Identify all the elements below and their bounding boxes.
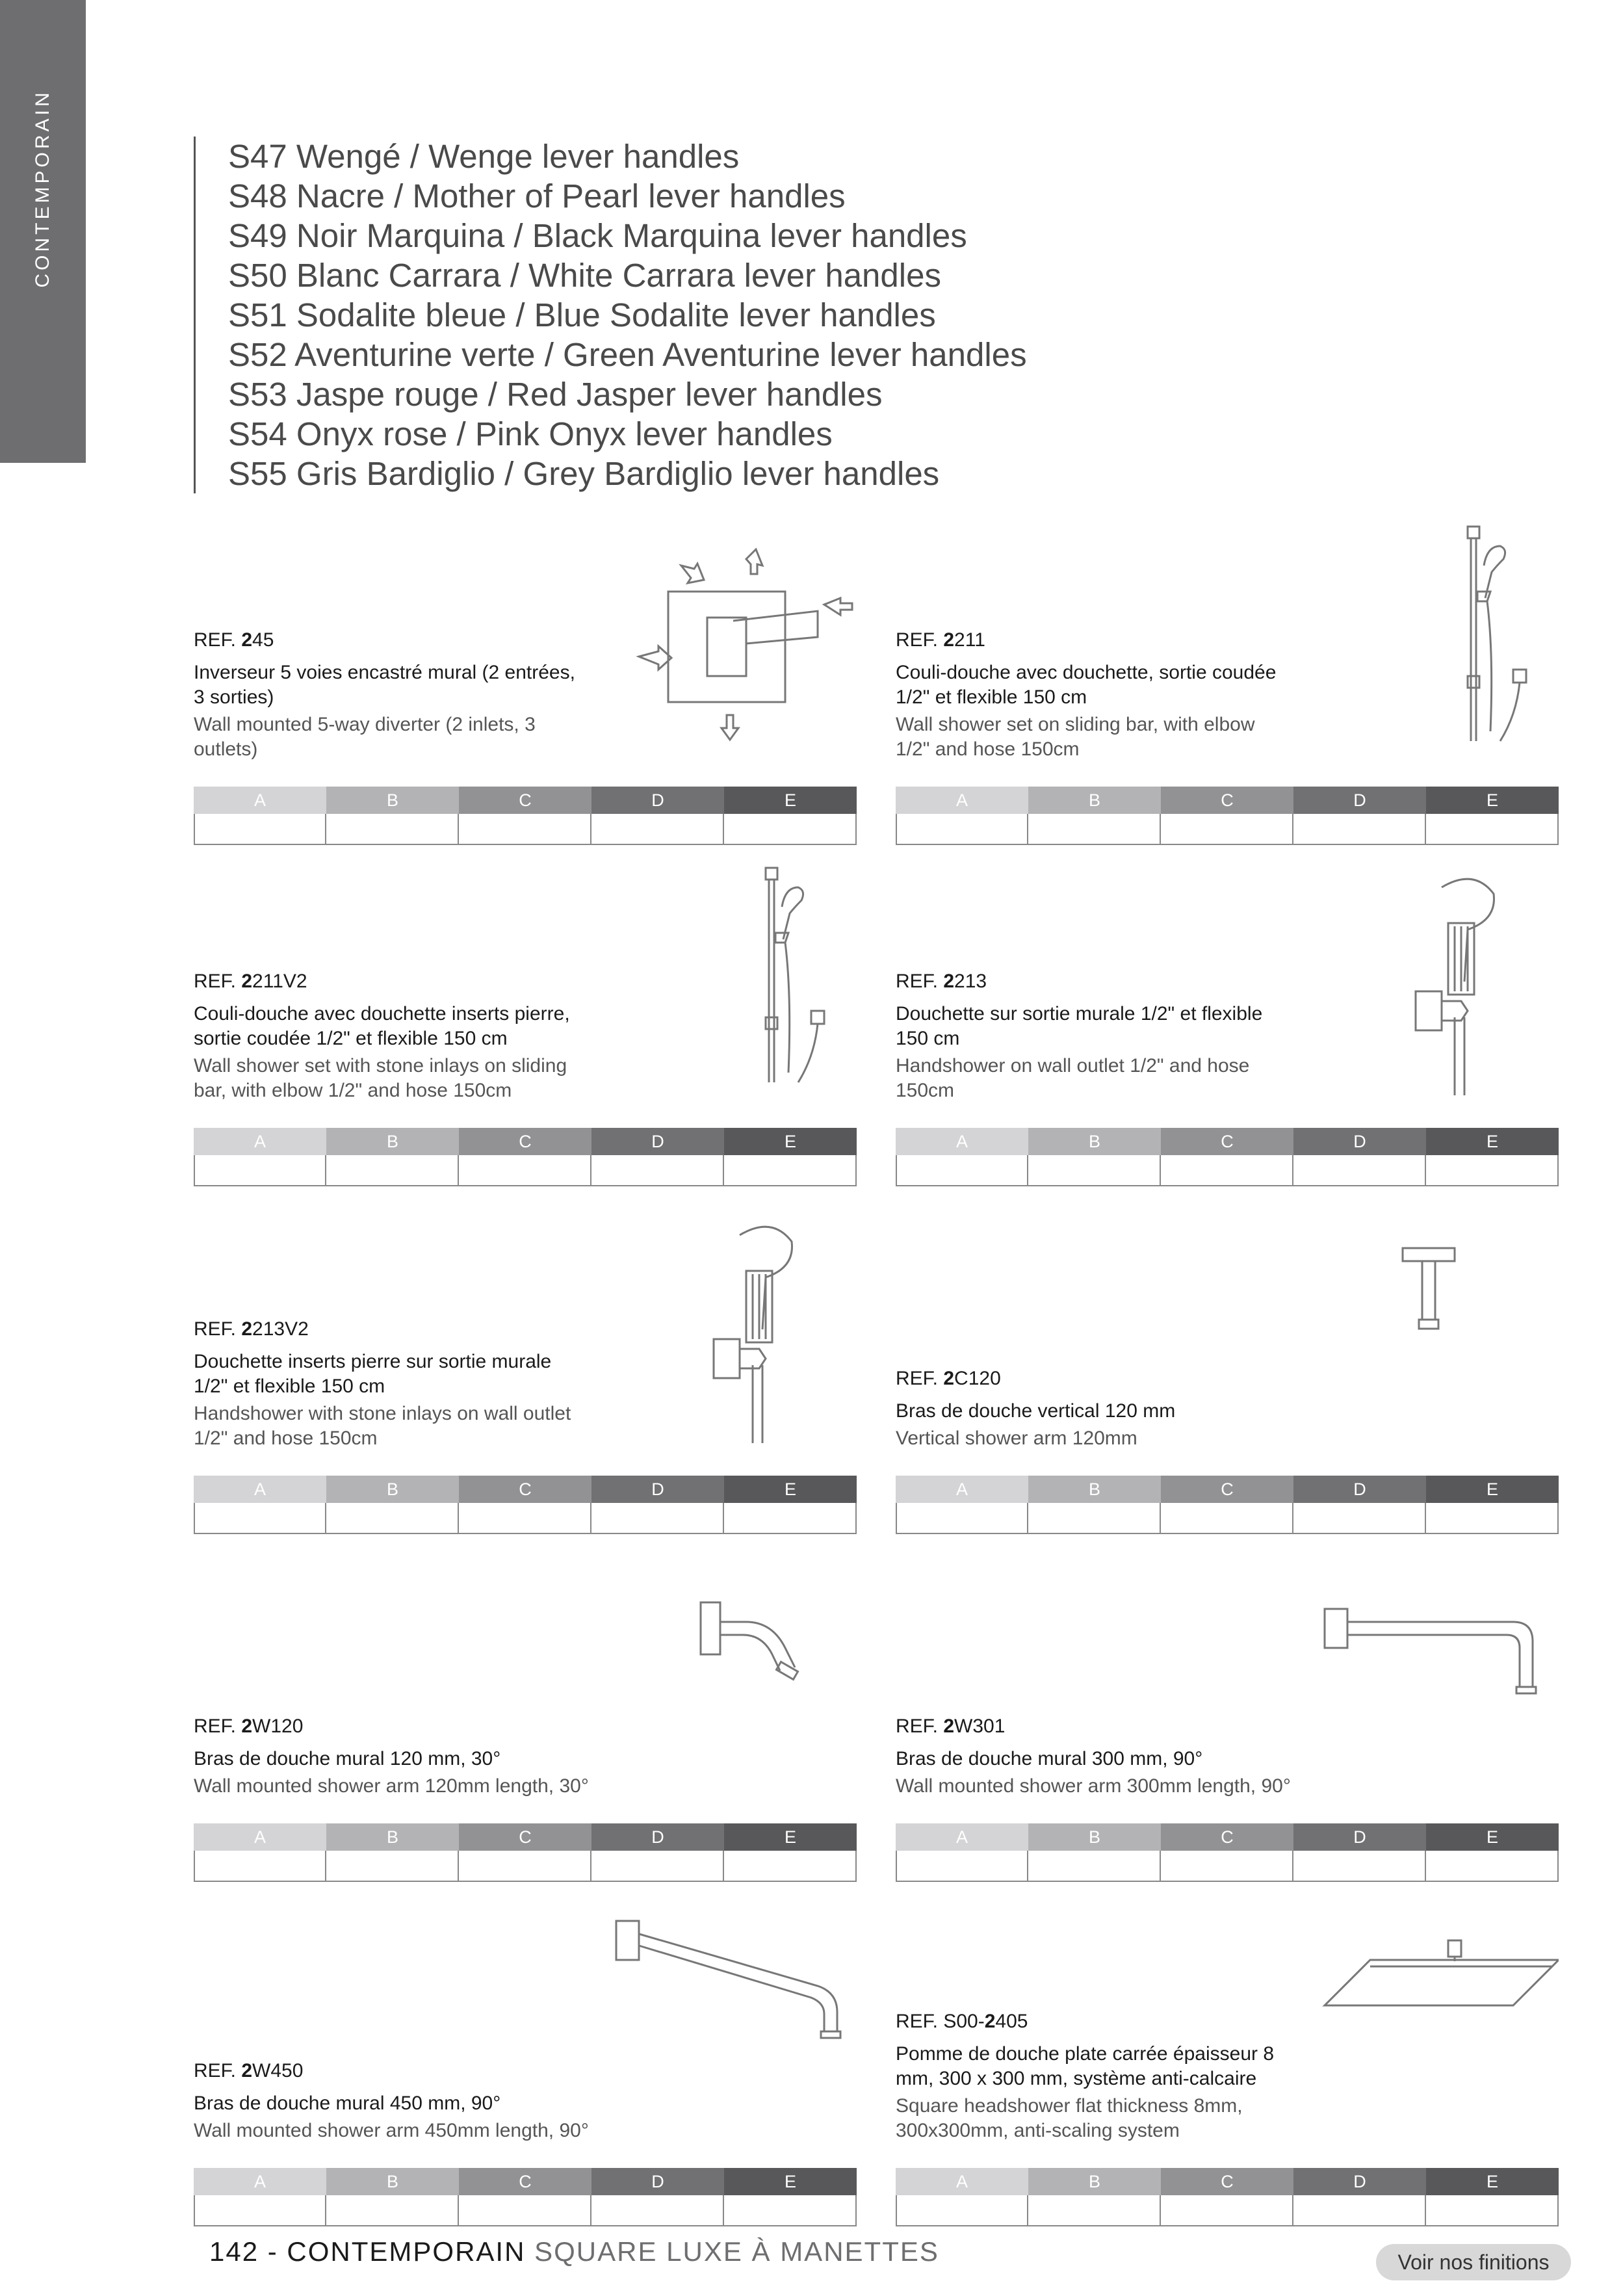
product-desc-fr: Bras de douche mural 450 mm, 90°	[194, 2093, 501, 2114]
finish-cell[interactable]	[591, 1503, 724, 1534]
finish-column-d: D	[1293, 787, 1426, 814]
ref-rest: 213	[954, 971, 987, 992]
product-ref	[194, 629, 590, 651]
finish-cell[interactable]	[1161, 814, 1293, 845]
product-desc-fr: Couli-douche avec douchette inserts pierre, sortie coudée 1/2" et flexible 150 cm	[194, 1003, 570, 1049]
ref-rest: W450	[252, 2060, 304, 2081]
finish-column-a: A	[194, 1823, 326, 1851]
product-info	[194, 971, 590, 1103]
finish-cell[interactable]	[724, 1503, 857, 1534]
finish-column-a: A	[896, 1476, 1028, 1503]
product-card	[194, 1209, 857, 1534]
product-desc-en: Wall mounted shower arm 120mm length, 30°	[194, 1775, 589, 1797]
finish-cell[interactable]	[1028, 2195, 1161, 2226]
product-card	[194, 520, 857, 845]
finish-column-b: B	[326, 1823, 459, 1851]
product-card	[194, 1901, 857, 2226]
finish-grid	[194, 2168, 857, 2226]
finish-cell[interactable]	[326, 2195, 459, 2226]
finish-cell[interactable]	[724, 814, 857, 845]
finish-column-c: C	[1161, 787, 1293, 814]
product-card	[896, 1557, 1559, 1882]
finish-column-c: C	[1161, 1823, 1293, 1851]
ref-bold: 2	[241, 971, 253, 992]
shower-bar-icon	[1305, 520, 1559, 754]
product-ref	[194, 971, 590, 993]
product-card	[896, 520, 1559, 845]
product-card	[896, 1901, 1559, 2226]
finish-item: S53 Jaspe rouge / Red Jasper lever handles	[228, 376, 883, 413]
finish-column-b: B	[326, 787, 459, 814]
ref-rest: 211	[954, 629, 985, 651]
finish-column-d: D	[591, 1823, 724, 1851]
finish-cell[interactable]	[326, 1155, 459, 1186]
finish-column-a: A	[194, 787, 326, 814]
finish-item: S54 Onyx rose / Pink Onyx lever handles	[228, 415, 833, 452]
finish-item: S50 Blanc Carrara / White Carrara lever handles	[228, 257, 941, 294]
product-card	[896, 1209, 1559, 1534]
product-desc-en: Wall mounted 5-way diverter (2 inlets, 3 outlets)	[194, 714, 536, 760]
product-desc-fr: Bras de douche vertical 120 mm	[896, 1400, 1176, 1422]
product-ref	[896, 2011, 1292, 2033]
product-desc-en: Wall shower set on sliding bar, with elbow 1/2" and hose 150cm	[896, 714, 1255, 760]
finish-grid	[896, 1476, 1559, 1534]
finish-cell[interactable]	[1028, 1851, 1161, 1882]
product-desc-en: Square headshower flat thickness 8mm, 300x300mm, anti-scaling system	[896, 2095, 1243, 2141]
ceiling-arm-icon	[1305, 1209, 1559, 1443]
finish-cell[interactable]	[1161, 1503, 1293, 1534]
ref-prefix: REF.	[194, 2060, 242, 2081]
finish-column-a: A	[194, 1128, 326, 1155]
product-info	[896, 1368, 1292, 1451]
finish-cell[interactable]	[326, 1503, 459, 1534]
product-ref	[194, 1318, 590, 1340]
ref-bold: 2	[943, 1715, 955, 1737]
ref-prefix: REF.	[194, 971, 242, 992]
finish-column-e: E	[1426, 787, 1559, 814]
finish-cell[interactable]	[1161, 2195, 1293, 2226]
finish-column-c: C	[1161, 1476, 1293, 1503]
finish-grid	[896, 2168, 1559, 2226]
finish-grid	[896, 1823, 1559, 1882]
finish-column-b: B	[1028, 1128, 1161, 1155]
finish-cell[interactable]	[326, 814, 459, 845]
finish-column-c: C	[1161, 1128, 1293, 1155]
product-ref	[194, 2060, 590, 2082]
product-info	[194, 1318, 590, 1451]
finish-cell[interactable]	[194, 1503, 326, 1534]
ref-rest: 405	[995, 2011, 1028, 2032]
finish-item: S52 Aventurine verte / Green Aventurine lever handles	[228, 336, 1027, 373]
finish-column-d: D	[591, 1476, 724, 1503]
finish-column-b: B	[326, 2168, 459, 2195]
product-desc-en: Wall mounted shower arm 450mm length, 90°	[194, 2120, 589, 2141]
finish-column-c: C	[459, 1476, 591, 1503]
finish-column-d: D	[1293, 1476, 1426, 1503]
finish-column-e: E	[1426, 2168, 1559, 2195]
product-ref	[194, 1715, 590, 1738]
finish-cell[interactable]	[1426, 1503, 1559, 1534]
wall-arm-short-icon	[603, 1557, 857, 1791]
finish-column-d: D	[1293, 1823, 1426, 1851]
ref-bold: 2	[241, 2060, 253, 2081]
finish-cell[interactable]	[459, 1851, 591, 1882]
product-desc-fr: Couli-douche avec douchette, sortie coudée 1/2" et flexible 150 cm	[896, 662, 1277, 708]
ref-rest: W301	[954, 1715, 1006, 1737]
ref-bold: 2	[241, 1318, 253, 1340]
product-desc-en: Handshower on wall outlet 1/2" and hose 150cm	[896, 1055, 1250, 1101]
product-card	[194, 1557, 857, 1882]
product-desc-fr: Douchette sur sortie murale 1/2" et flexible 150 cm	[896, 1003, 1263, 1049]
product-desc-fr: Bras de douche mural 300 mm, 90°	[896, 1748, 1203, 1769]
finish-grid	[194, 787, 857, 845]
ref-rest: 211V2	[252, 971, 307, 992]
product-info	[194, 2060, 590, 2143]
ref-plain: S00-	[943, 2011, 985, 2032]
product-card	[896, 861, 1559, 1186]
product-ref	[896, 1715, 1292, 1738]
finish-cell[interactable]	[1426, 1155, 1559, 1186]
finish-column-e: E	[724, 2168, 857, 2195]
finish-cell[interactable]	[1028, 1155, 1161, 1186]
ref-rest: W120	[252, 1715, 304, 1737]
wall-arm-icon	[1305, 1557, 1559, 1791]
finish-cell[interactable]	[1293, 1503, 1426, 1534]
finish-column-d: D	[591, 1128, 724, 1155]
finish-column-c: C	[459, 787, 591, 814]
product-info	[896, 629, 1292, 762]
finish-cell[interactable]	[724, 1851, 857, 1882]
finish-column-e: E	[1426, 1823, 1559, 1851]
finish-cell[interactable]	[1028, 1503, 1161, 1534]
ref-prefix: REF.	[896, 1368, 944, 1389]
finish-column-d: D	[591, 2168, 724, 2195]
finish-cell[interactable]	[194, 814, 326, 845]
ref-rest: C120	[954, 1368, 1001, 1389]
finish-cell[interactable]	[459, 1155, 591, 1186]
finish-cell[interactable]	[1426, 1851, 1559, 1882]
finish-column-a: A	[896, 2168, 1028, 2195]
finish-column-b: B	[1028, 1476, 1161, 1503]
finish-cell[interactable]	[724, 2195, 857, 2226]
product-info	[194, 629, 590, 762]
diverter-icon	[603, 520, 857, 754]
finish-column-a: A	[896, 1128, 1028, 1155]
ref-bold: 2	[943, 971, 955, 992]
ref-rest: 213V2	[252, 1318, 309, 1340]
product-desc-fr: Bras de douche mural 120 mm, 30°	[194, 1748, 501, 1769]
product-card	[194, 861, 857, 1186]
product-desc-en: Vertical shower arm 120mm	[896, 1428, 1137, 1449]
footer-series: SQUARE LUXE À MANETTES	[525, 2236, 939, 2267]
finish-cell[interactable]	[326, 1851, 459, 1882]
finish-column-c: C	[459, 1128, 591, 1155]
ref-rest: 45	[252, 629, 274, 651]
ref-prefix: REF.	[896, 629, 944, 651]
product-info	[194, 1715, 590, 1799]
finish-cell[interactable]	[896, 1851, 1028, 1882]
finish-grid	[194, 1476, 857, 1534]
finish-item: S51 Sodalite bleue / Blue Sodalite lever handles	[228, 296, 936, 333]
finish-column-e: E	[1426, 1476, 1559, 1503]
product-desc-fr: Pomme de douche plate carrée épaisseur 8 mm, 300 x 300 mm, système anti-calcaire	[896, 2043, 1275, 2089]
finish-column-e: E	[1426, 1128, 1559, 1155]
product-desc-fr: Inverseur 5 voies encastré mural (2 entrées, 3 sorties)	[194, 662, 575, 708]
finish-cell[interactable]	[591, 1851, 724, 1882]
finish-column-e: E	[724, 787, 857, 814]
finish-column-e: E	[724, 1476, 857, 1503]
product-desc-en: Handshower with stone inlays on wall outlet 1/2" and hose 150cm	[194, 1403, 571, 1449]
finish-column-e: E	[724, 1128, 857, 1155]
finish-cell[interactable]	[1293, 814, 1426, 845]
finish-column-c: C	[1161, 2168, 1293, 2195]
shower-bar-icon	[603, 861, 857, 1095]
finish-cell[interactable]	[591, 814, 724, 845]
finish-grid	[194, 1128, 857, 1186]
ref-prefix: REF.	[896, 2011, 944, 2032]
finish-item: S48 Nacre / Mother of Pearl lever handles	[228, 177, 846, 215]
product-ref	[896, 629, 1292, 651]
finish-cell[interactable]	[1028, 814, 1161, 845]
finish-column-d: D	[1293, 2168, 1426, 2195]
finish-cell[interactable]	[459, 814, 591, 845]
side-tab	[0, 0, 86, 463]
finish-cell[interactable]	[1293, 1851, 1426, 1882]
ref-prefix: REF.	[194, 1715, 242, 1737]
finish-cell[interactable]	[1161, 1155, 1293, 1186]
product-info	[896, 2011, 1292, 2143]
wall-arm-long-icon	[603, 1901, 857, 2135]
finish-grid	[194, 1823, 857, 1882]
product-ref	[896, 1368, 1292, 1390]
finish-column-d: D	[591, 787, 724, 814]
side-tab-label: CONTEMPORAIN	[32, 89, 53, 288]
ref-bold: 2	[943, 629, 955, 651]
finishes-list	[194, 137, 1027, 493]
finish-item: S55 Gris Bardiglio / Grey Bardiglio lever handles	[228, 455, 940, 492]
finish-column-b: B	[1028, 787, 1161, 814]
finish-cell[interactable]	[1426, 2195, 1559, 2226]
finish-grid	[896, 1128, 1559, 1186]
finish-column-a: A	[896, 787, 1028, 814]
voir-finitions-button[interactable]: Voir nos finitions	[1376, 2244, 1571, 2280]
finish-column-a: A	[896, 1823, 1028, 1851]
ref-bold: 2	[241, 629, 253, 651]
product-info	[896, 971, 1292, 1103]
finish-cell[interactable]	[1293, 1155, 1426, 1186]
ref-prefix: REF.	[896, 1715, 944, 1737]
page-footer	[209, 2236, 939, 2267]
finish-cell[interactable]	[896, 1155, 1028, 1186]
finish-cell[interactable]	[896, 1503, 1028, 1534]
finish-column-b: B	[1028, 2168, 1161, 2195]
finish-column-e: E	[724, 1823, 857, 1851]
finish-cell[interactable]	[459, 1503, 591, 1534]
square-headshower-icon	[1305, 1901, 1559, 2135]
footer-page: 142 - CONTEMPORAIN	[209, 2236, 526, 2267]
finish-cell[interactable]	[1161, 1851, 1293, 1882]
ref-prefix: REF.	[896, 971, 944, 992]
finish-column-c: C	[459, 1823, 591, 1851]
ref-bold: 2	[241, 1715, 253, 1737]
finish-cell[interactable]	[1293, 2195, 1426, 2226]
finish-cell[interactable]	[591, 1155, 724, 1186]
finish-item: S47 Wengé / Wenge lever handles	[228, 138, 740, 175]
ref-bold: 2	[984, 2011, 996, 2032]
finish-cell[interactable]	[194, 2195, 326, 2226]
handshower-icon	[1305, 861, 1559, 1095]
finish-cell[interactable]	[896, 2195, 1028, 2226]
product-desc-en: Wall mounted shower arm 300mm length, 90°	[896, 1775, 1291, 1797]
ref-bold: 2	[943, 1368, 955, 1389]
finish-cell[interactable]	[896, 814, 1028, 845]
product-desc-en: Wall shower set with stone inlays on sliding bar, with elbow 1/2" and hose 150cm	[194, 1055, 567, 1101]
product-ref	[896, 971, 1292, 993]
finish-cell[interactable]	[591, 2195, 724, 2226]
ref-prefix: REF.	[194, 629, 242, 651]
finish-grid	[896, 787, 1559, 845]
finish-cell[interactable]	[459, 2195, 591, 2226]
finish-column-b: B	[326, 1128, 459, 1155]
product-desc-fr: Douchette inserts pierre sur sortie murale 1/2" et flexible 150 cm	[194, 1351, 552, 1397]
finish-column-b: B	[326, 1476, 459, 1503]
ref-prefix: REF.	[194, 1318, 242, 1340]
handshower-icon	[603, 1209, 857, 1443]
finish-cell[interactable]	[724, 1155, 857, 1186]
finish-cell[interactable]	[194, 1851, 326, 1882]
product-info	[896, 1715, 1292, 1799]
finish-column-c: C	[459, 2168, 591, 2195]
finish-column-d: D	[1293, 1128, 1426, 1155]
finish-cell[interactable]	[194, 1155, 326, 1186]
finish-column-a: A	[194, 1476, 326, 1503]
finish-item: S49 Noir Marquina / Black Marquina lever handles	[228, 217, 967, 254]
finish-column-a: A	[194, 2168, 326, 2195]
finish-column-b: B	[1028, 1823, 1161, 1851]
finish-cell[interactable]	[1426, 814, 1559, 845]
